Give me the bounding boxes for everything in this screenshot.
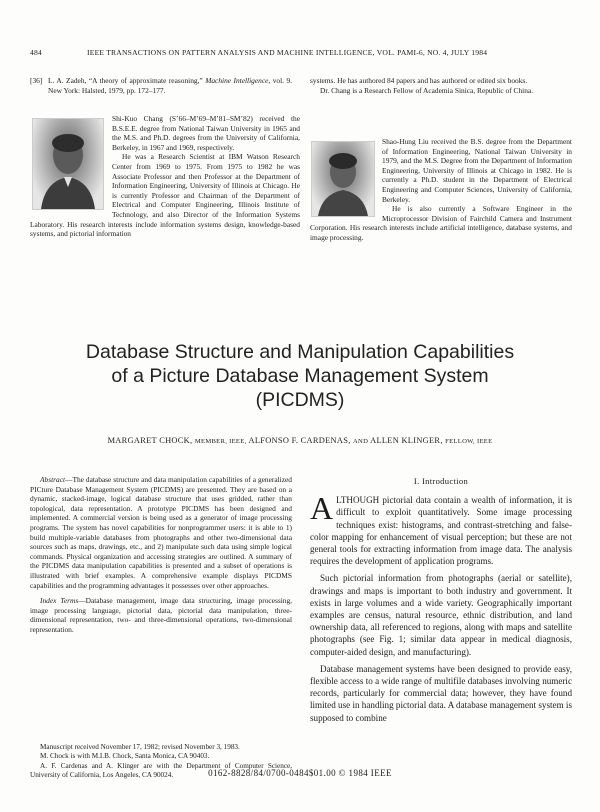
abstract-text: —The database structure and data manipulation capabilities of a generalized PICture Database Management System (PICDMS) are presented. They are based on a dynamic, stacked-image, logical database structure that uses gridded, rather than topological, data representation. A prototype PICDMS has been designed and implemented. A commercial version is being used as a generator of image processing programs. The system has novel capabilities for nonprogrammer users: it is able to 1) build multiple-variable databases from photographs and other two-dimensional data sources such as maps, drawings, etc., and 2) manipulate such data using simple logical commands. Physical organization and accessing strategies are outlined. A summary of the PICDMS data manipulation capabilities is presented and a subset of operations is illustrated with brief examples. A comprehensive example displays PICDMS capabilities and the programming advantages it possesses over other approaches. <box>30 475 292 590</box>
paper-title <box>40 340 560 412</box>
introduction-column <box>310 475 572 724</box>
bio-liu-para1: Shao-Hung Liu received the B.S. degree from the Department of Information Engineering, National Taiwan University in 1979, and the M.S. Degree from the Department of Information Engineering, University of Illinois at Chicago in 1982. He is currently a Ph.D. student in the Department of Electrical Engineering and Computer Sciences, University of California, Berkeley. <box>382 137 572 204</box>
author-klinger: ALLEN KLINGER, <box>370 436 443 445</box>
index-terms <box>30 596 292 634</box>
bio-chang-para2: He was a Research Scientist at IBM Watson Research Center from 1969 to 1975. From 1975 to 1982 he was Associate Professor and then Professor at the Department of Information Engineering, University of Illinois at Chicago. He is currently Professor and Chairman of the Department of Electrical and Computer Engineering, Illinois Institute of Technology, and also Director of the Information Systems Laboratory. His research interests include information systems design, knowledge-based systems, and pictorial information <box>30 152 300 239</box>
reference-number: [36] <box>30 76 43 85</box>
bio-liu <box>310 137 572 243</box>
reference-36 <box>30 76 292 95</box>
author-chock-grade: MEMBER, IEEE, <box>194 438 247 445</box>
drop-cap: A <box>310 490 334 527</box>
page-number: 484 <box>30 48 42 57</box>
index-terms-label: Index Terms <box>40 596 79 606</box>
footnote-received: Manuscript received November 17, 1982; revised November 3, 1983. <box>40 743 240 751</box>
footnote-chock: M. Chock is with M.I.B. Chock, Santa Monica, CA 90403. <box>40 752 210 761</box>
title-line1: Database Structure and Manipulation Capabilities <box>85 341 515 363</box>
intro-para1-text: LTHOUGH pictorial data contain a wealth of information, it is difficult to exploit quantitatively. Some image processing techniques exist: histograms, and contrast-stretching and false-color mapping for enhancement of visual perception; but these are not general tools for extracting information from image data. The analysis requires the development of application programs. <box>310 495 572 567</box>
index-terms-text: —Database management, image data structuring, image processing, image processing language, pictorial data, pictorial data manipulation, three-dimensional representation, two- and three-dimensional operations, two-dimensional representation. <box>30 596 293 634</box>
author-conjunction: AND <box>353 438 369 445</box>
running-title: IEEE TRANSACTIONS ON PATTERN ANALYSIS AND MACHINE INTELLIGENCE, VOL. PAMI-6, NO. 4, JULY 1984 <box>87 48 488 57</box>
bio-chang-para1: Shi-Kuo Chang (S’66–M’69–M’81–SM’82) received the B.S.E.E. degree from National Taiwan University in 1965 and the M.S. and Ph.D. degrees from the University of California, Berkeley, in 1967 and 1969, respectively. <box>112 114 300 152</box>
intro-para2: Such pictorial information from photographs (aerial or satellite), drawings and maps is important to both industry and government. It exists in large volumes and a wide variety. Geographically important examples are census, natural resource, ethnic distribution, and land ownership data, all referenced to regions, along with maps and satellite photographs (see Fig. 1; similar data appear in medical diagnosis, computer-aided design, and manufacturing). <box>310 573 572 657</box>
abstract-label: Abstract <box>40 475 66 484</box>
copyright-footer: 0162-8828/84/0700-0484$01.00 © 1984 IEEE <box>208 768 392 778</box>
footnote-cardenas-klinger: A. F. Cardenas and A. Klinger are with the Department of Computer Science, University of California, Los Angeles, CA 90024. <box>30 761 292 780</box>
abstract-column <box>30 475 292 635</box>
previous-bio-line1: systems. He has authored 84 papers and has authored or edited six books. <box>310 76 528 85</box>
intro-para1 <box>310 490 572 567</box>
author-line <box>40 436 560 445</box>
title-line3: (PICDMS) <box>255 389 345 411</box>
bio-liu-para2: He is also currently a Software Engineer in the Microprocessor Division of Fairchild Camera and Instrument Corporation. His research interests include artificial intelligence, database systems, and image processing. <box>310 204 572 242</box>
abstract <box>30 475 292 590</box>
reference-journal: Machine Intelligence <box>205 76 269 85</box>
reference-authors: L. A. Zadeh, “A theory of approximate reasoning,” <box>48 76 203 85</box>
previous-bio-end <box>310 76 572 95</box>
previous-bio-line2: Dr. Chang is a Research Fellow of Academia Sinica, Republic of China. <box>320 85 534 95</box>
reference-details: , vol. 9. New York: Halsted, 1979, pp. 172–177. <box>48 76 292 95</box>
section-heading-introduction: I. Introduction <box>413 476 469 486</box>
author-chock: MARGARET CHOCK, <box>107 436 193 445</box>
author-cardenas: ALFONSO F. CARDENAS, <box>248 436 351 445</box>
author-klinger-grade: FELLOW, IEEE <box>445 438 493 445</box>
title-line2: of a Picture Database Management System <box>111 365 489 387</box>
bio-chang <box>30 114 300 239</box>
intro-para3: Database management systems have been designed to provide easy, flexible access to a wide range of multifile databases involving numeric records, particularly for commercial data; however, they have found limited use in handling pictorial data. A database management system is supposed to combine <box>310 663 572 723</box>
